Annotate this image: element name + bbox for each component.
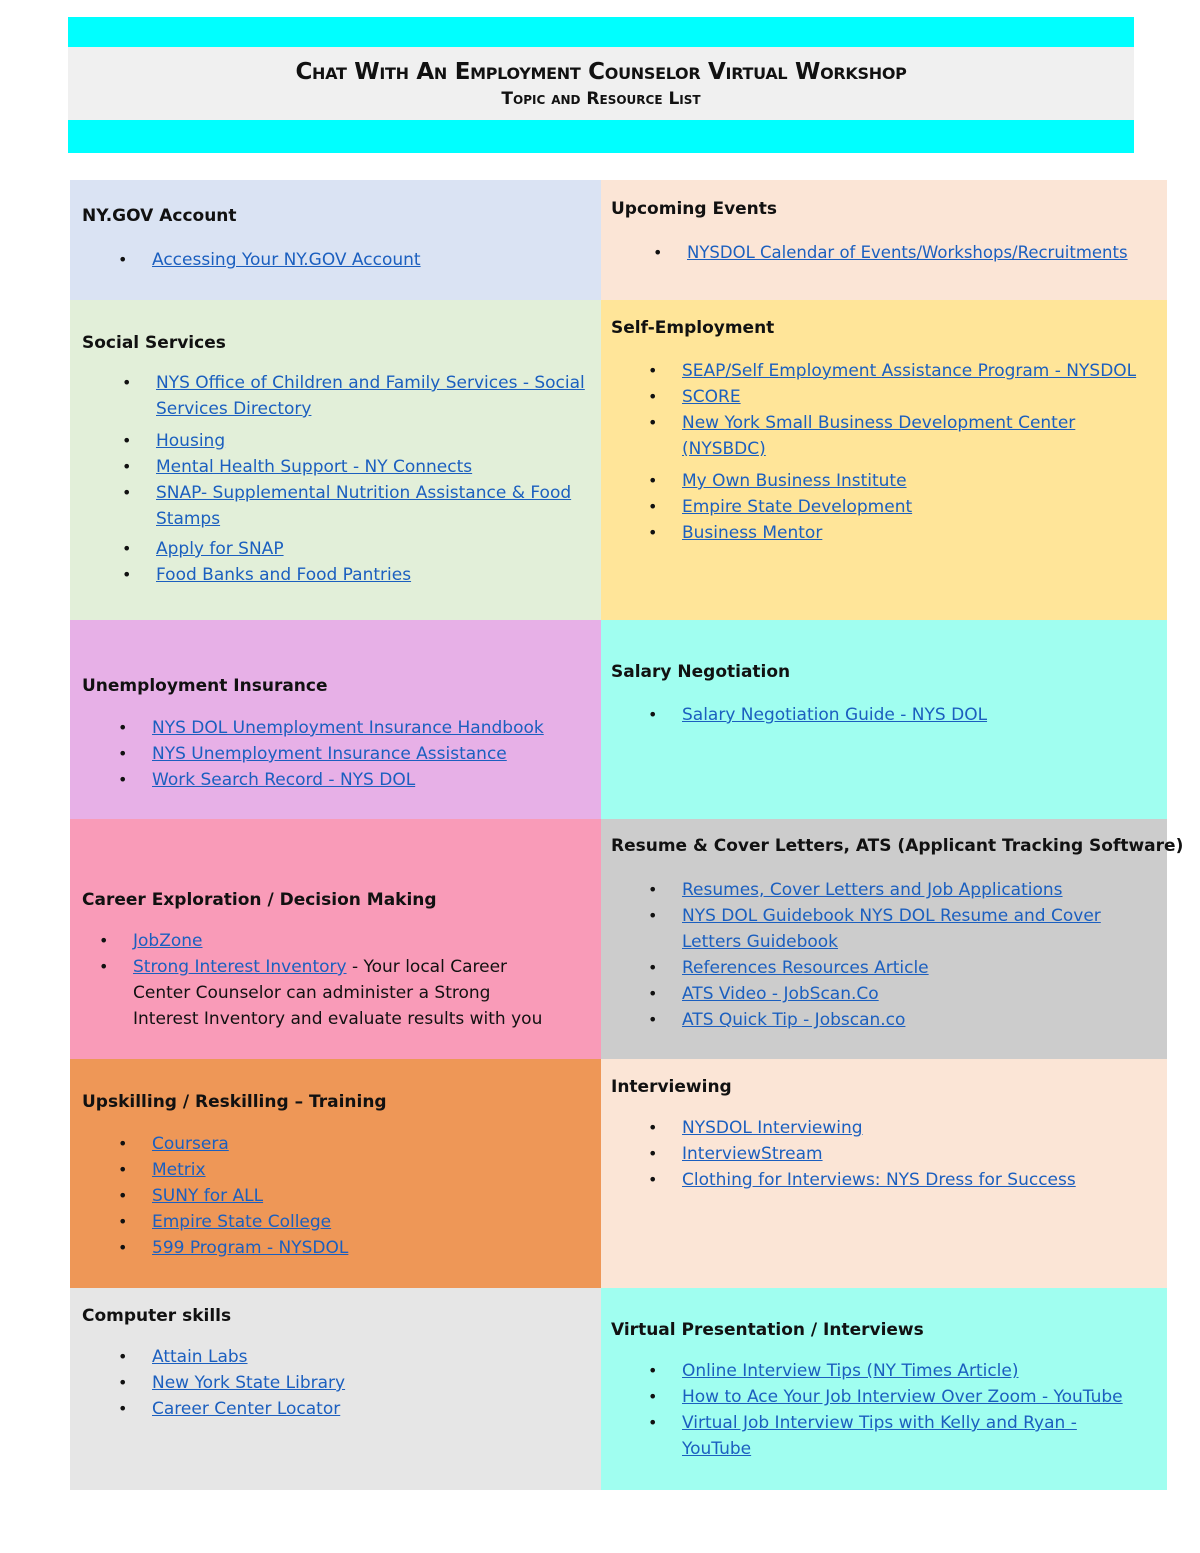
section-title: Upskilling / Reskilling – Training xyxy=(82,1092,387,1112)
list-item xyxy=(682,955,1122,981)
list-item xyxy=(682,702,1157,728)
link-metrix[interactable]: Metrix xyxy=(152,1160,206,1180)
link-nysdol-interviewing[interactable]: NYSDOL Interviewing xyxy=(682,1118,863,1138)
link-online-interview-tips[interactable]: Online Interview Tips (NY Times Article) xyxy=(682,1361,1019,1381)
list-item xyxy=(152,1370,582,1396)
list-item xyxy=(152,1131,582,1157)
link-599-program[interactable]: 599 Program - NYSDOL xyxy=(152,1238,349,1258)
link-salary-guide[interactable]: Salary Negotiation Guide - NYS DOL xyxy=(682,705,988,725)
list-item xyxy=(682,384,1157,410)
link-resumes-cover-letters[interactable]: Resumes, Cover Letters and Job Applications xyxy=(682,880,1063,900)
list-item xyxy=(682,468,1157,494)
link-housing[interactable]: Housing xyxy=(156,431,226,451)
link-list xyxy=(682,702,1157,728)
list-item xyxy=(156,370,596,422)
link-list xyxy=(682,1358,1157,1462)
link-list xyxy=(152,715,592,793)
link-list xyxy=(682,877,1122,1033)
list-item xyxy=(152,1209,582,1235)
list-item xyxy=(682,1410,1112,1462)
link-snap-info[interactable]: SNAP- Supplemental Nutrition Assistance & Food Stamps xyxy=(156,483,572,529)
list-item xyxy=(682,494,1157,520)
link-business-mentor[interactable]: Business Mentor xyxy=(682,523,823,543)
list-item xyxy=(682,1007,1122,1033)
list-item xyxy=(152,1344,582,1370)
link-ats-video[interactable]: ATS Video - JobScan.Co xyxy=(682,984,879,1004)
link-nysbdc[interactable]: New York Small Business Development Center (NYSBDC) xyxy=(682,413,1076,459)
list-item xyxy=(687,240,1162,266)
link-ny-state-library[interactable]: New York State Library xyxy=(152,1373,346,1393)
section-title: Career Exploration / Decision Making xyxy=(82,890,437,910)
section-title: Upcoming Events xyxy=(611,199,778,219)
section-computer-skills xyxy=(70,1288,601,1490)
section-salary-negotiation xyxy=(601,620,1167,819)
section-upskilling-reskilling xyxy=(70,1059,601,1288)
link-nysdol-calendar[interactable]: NYSDOL Calendar of Events/Workshops/Recruitments xyxy=(687,243,1128,262)
section-self-employment xyxy=(601,300,1167,620)
link-list xyxy=(152,1131,582,1261)
section-nygov-account xyxy=(70,180,601,300)
link-resume-guidebook[interactable]: NYS DOL Guidebook NYS DOL Resume and Cover Letters Guidebook xyxy=(682,906,1101,952)
section-social-services xyxy=(70,300,601,620)
link-dress-for-success[interactable]: Clothing for Interviews: NYS Dress for Success xyxy=(682,1170,1076,1190)
link-suny-for-all[interactable]: SUNY for ALL xyxy=(152,1186,264,1206)
list-item xyxy=(682,358,1157,384)
link-kelly-ryan-tips[interactable]: Virtual Job Interview Tips with Kelly and Ryan - YouTube xyxy=(682,1413,1077,1459)
list-item xyxy=(152,1183,582,1209)
list-item xyxy=(156,428,596,454)
list-item xyxy=(682,1141,1157,1167)
section-title: Computer skills xyxy=(82,1306,232,1326)
list-item xyxy=(156,536,596,562)
list-item xyxy=(682,981,1122,1007)
link-empire-state-college[interactable]: Empire State College xyxy=(152,1212,332,1232)
link-career-center-locator[interactable]: Career Center Locator xyxy=(152,1399,341,1419)
link-ace-interview-zoom[interactable]: How to Ace Your Job Interview Over Zoom - YouTube xyxy=(682,1387,1123,1407)
section-title: Salary Negotiation xyxy=(611,662,791,682)
link-score[interactable]: SCORE xyxy=(682,387,741,407)
list-item xyxy=(152,715,592,741)
link-references-article[interactable]: References Resources Article xyxy=(682,958,929,978)
list-item xyxy=(152,1396,582,1422)
link-interviewstream[interactable]: InterviewStream xyxy=(682,1144,823,1164)
link-list xyxy=(682,358,1157,546)
link-jobzone[interactable]: JobZone xyxy=(133,931,203,951)
link-food-banks[interactable]: Food Banks and Food Pantries xyxy=(156,565,412,585)
link-ocfs-social-services[interactable]: NYS Office of Children and Family Services - Social Services Directory xyxy=(156,373,585,419)
link-coursera[interactable]: Coursera xyxy=(152,1134,229,1154)
list-item xyxy=(133,928,588,954)
section-upcoming-events xyxy=(601,180,1167,300)
link-empire-state-development[interactable]: Empire State Development xyxy=(682,497,913,517)
link-list xyxy=(682,1115,1157,1193)
list-item xyxy=(682,1167,1157,1193)
list-item xyxy=(682,877,1122,903)
link-mental-health-support[interactable]: Mental Health Support - NY Connects xyxy=(156,457,473,477)
link-list xyxy=(152,1344,582,1422)
section-title: Social Services xyxy=(82,333,226,353)
link-work-search-record[interactable]: Work Search Record - NYS DOL xyxy=(152,770,416,790)
header-band-top xyxy=(68,17,1134,47)
section-virtual-presentation xyxy=(601,1288,1167,1490)
list-item xyxy=(156,562,596,588)
header xyxy=(68,47,1134,120)
link-my-own-business[interactable]: My Own Business Institute xyxy=(682,471,907,491)
section-title: Unemployment Insurance xyxy=(82,676,328,696)
link-apply-snap[interactable]: Apply for SNAP xyxy=(156,539,284,559)
section-title: Resume & Cover Letters, ATS (Applicant Tracking Software) xyxy=(611,836,1184,856)
header-band-bottom xyxy=(68,120,1134,153)
list-item xyxy=(152,1157,582,1183)
list-item xyxy=(152,247,582,273)
link-list xyxy=(687,240,1162,266)
link-attain-labs[interactable]: Attain Labs xyxy=(152,1347,248,1367)
link-list xyxy=(156,370,596,588)
section-title: NY.GOV Account xyxy=(82,206,237,226)
list-item xyxy=(682,1358,1157,1384)
section-career-exploration xyxy=(70,819,601,1059)
list-item xyxy=(156,480,596,532)
link-accessing-nygov-account[interactable]: Accessing Your NY.GOV Account xyxy=(152,250,421,270)
list-item xyxy=(156,454,596,480)
list-item xyxy=(152,1235,582,1261)
list-item xyxy=(152,741,592,767)
link-list xyxy=(152,247,582,273)
list-item xyxy=(682,520,1157,546)
link-list xyxy=(133,928,588,1032)
document-title: Chat With An Employment Counselor Virtual Workshop xyxy=(295,59,907,85)
strong-interest-note: - Your local Career Center Counselor can administer a Strong Interest Inventory and evaluate results with you xyxy=(133,957,543,1029)
list-item xyxy=(682,903,1117,955)
list-item xyxy=(133,954,553,1032)
section-title: Self-Employment xyxy=(611,318,775,338)
list-item xyxy=(682,410,1102,462)
section-interviewing xyxy=(601,1059,1167,1288)
link-seap[interactable]: SEAP/Self Employment Assistance Program - NYSDOL xyxy=(682,361,1137,381)
link-ui-assistance[interactable]: NYS Unemployment Insurance Assistance xyxy=(152,744,507,764)
link-ats-quick-tip[interactable]: ATS Quick Tip - Jobscan.co xyxy=(682,1010,906,1030)
section-title: Interviewing xyxy=(611,1077,732,1097)
list-item xyxy=(682,1115,1157,1141)
link-strong-interest-inventory[interactable]: Strong Interest Inventory xyxy=(133,957,347,977)
link-ui-handbook[interactable]: NYS DOL Unemployment Insurance Handbook xyxy=(152,718,544,738)
section-title: Virtual Presentation / Interviews xyxy=(611,1320,924,1340)
list-item xyxy=(152,767,592,793)
section-resume-cover-letters xyxy=(601,819,1184,1059)
document-subtitle: Topic and Resource List xyxy=(501,89,701,109)
section-unemployment-insurance xyxy=(70,620,601,819)
list-item xyxy=(682,1384,1157,1410)
